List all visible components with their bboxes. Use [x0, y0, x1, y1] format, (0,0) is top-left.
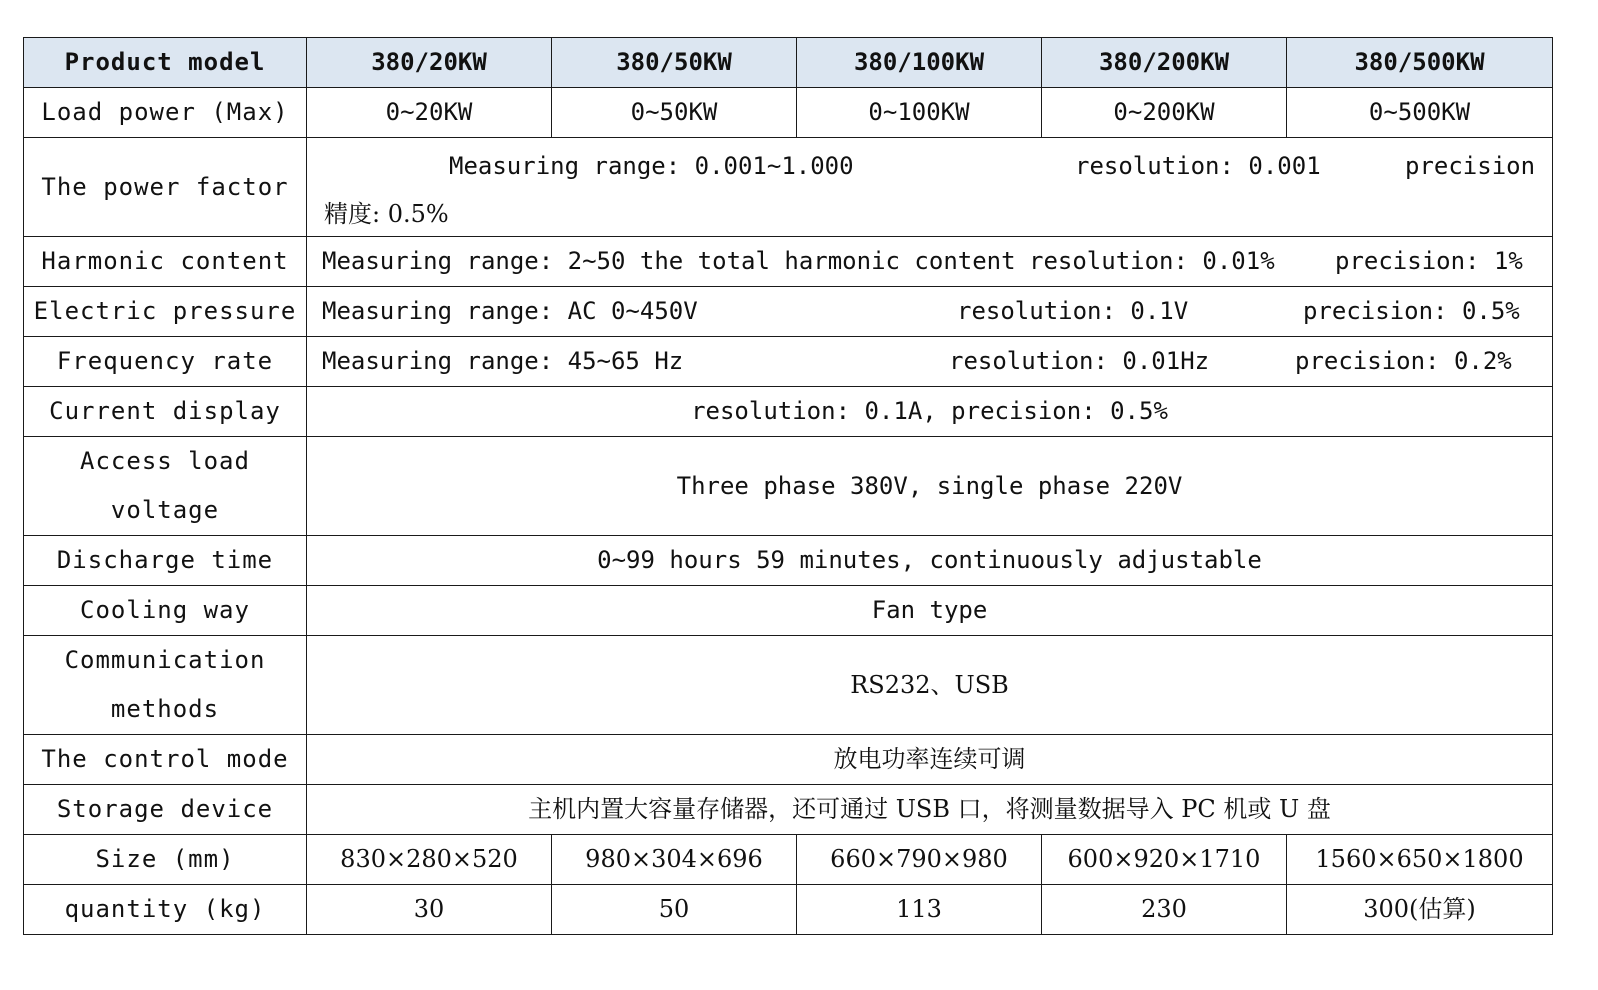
communication-label [24, 636, 307, 735]
access-load-label-line1: Access load [80, 447, 250, 475]
access-load-label [24, 437, 307, 536]
communication-label-line2: methods [110, 695, 220, 723]
frequency-label: Frequency rate [24, 337, 307, 387]
size-value-3: 660×790×980 [797, 835, 1042, 885]
current-value: resolution: 0.1A, precision: 0.5% [307, 387, 1553, 437]
voltage-resolution: resolution: 0.1V [957, 297, 1189, 325]
cooling-value: Fan type [307, 586, 1553, 636]
control-row [24, 735, 1553, 785]
quantity-value-3: 113 [797, 885, 1042, 935]
current-row [24, 387, 1553, 437]
load-power-label: Load power (Max) [24, 88, 307, 138]
access-load-row [24, 437, 1553, 536]
load-power-value-4: 0~200KW [1042, 88, 1287, 138]
voltage-range: Measuring range: AC 0~450V [322, 297, 698, 325]
load-power-value-5: 0~500KW [1287, 88, 1553, 138]
discharge-label: Discharge time [24, 536, 307, 586]
control-value: 放电功率连续可调 [307, 735, 1553, 785]
quantity-value-2: 50 [552, 885, 797, 935]
size-value-5: 1560×650×1800 [1287, 835, 1553, 885]
harmonic-resolution: resolution: 0.01% [1029, 247, 1275, 275]
storage-label: Storage device [24, 785, 307, 835]
harmonic-cell [307, 237, 1553, 287]
cooling-label: Cooling way [24, 586, 307, 636]
voltage-label: Electric pressure [24, 287, 307, 337]
discharge-row [24, 536, 1553, 586]
power-factor-precision: precision [1405, 152, 1536, 180]
frequency-row [24, 337, 1553, 387]
model-col-3: 380/100KW [797, 38, 1042, 88]
power-factor-row [24, 138, 1553, 237]
size-value-1: 830×280×520 [307, 835, 552, 885]
header-row [24, 38, 1553, 88]
power-factor-cell [307, 138, 1553, 237]
current-label: Current display [24, 387, 307, 437]
harmonic-range: Measuring range: 2~50 the total harmonic content [322, 247, 1016, 275]
frequency-range: Measuring range: 45~65 Hz [322, 347, 684, 375]
control-label: The control mode [24, 735, 307, 785]
model-col-2: 380/50KW [552, 38, 797, 88]
voltage-cell [307, 287, 1553, 337]
frequency-cell [307, 337, 1553, 387]
quantity-value-4: 230 [1042, 885, 1287, 935]
size-value-4: 600×920×1710 [1042, 835, 1287, 885]
power-factor-label: The power factor [24, 138, 307, 237]
voltage-precision: precision: 0.5% [1303, 297, 1520, 325]
communication-row [24, 636, 1553, 735]
load-power-row [24, 88, 1553, 138]
access-load-label-line2: voltage [110, 496, 220, 524]
model-col-4: 380/200KW [1042, 38, 1287, 88]
header-label: Product model [24, 38, 307, 88]
power-factor-precision-value: 精度: 0.5% [324, 200, 449, 228]
cooling-row [24, 586, 1553, 636]
model-col-1: 380/20KW [307, 38, 552, 88]
communication-label-line1: Communication [64, 646, 266, 674]
load-power-value-1: 0~20KW [307, 88, 552, 138]
storage-row [24, 785, 1553, 835]
quantity-label: quantity (kg) [24, 885, 307, 935]
harmonic-label: Harmonic content [24, 237, 307, 287]
load-power-value-2: 0~50KW [552, 88, 797, 138]
access-load-value: Three phase 380V, single phase 220V [307, 437, 1553, 536]
quantity-row [24, 885, 1553, 935]
harmonic-row [24, 237, 1553, 287]
quantity-value-5: 300(估算) [1287, 885, 1553, 935]
size-label: Size (mm) [24, 835, 307, 885]
frequency-resolution: resolution: 0.01Hz [949, 347, 1210, 375]
frequency-precision: precision: 0.2% [1295, 347, 1512, 375]
harmonic-precision: precision: 1% [1335, 247, 1523, 275]
quantity-value-1: 30 [307, 885, 552, 935]
power-factor-resolution: resolution: 0.001 [1075, 152, 1321, 180]
storage-value: 主机内置大容量存储器，还可通过 USB 口，将测量数据导入 PC 机或 U 盘 [307, 785, 1553, 835]
spec-table [23, 37, 1553, 935]
model-col-5: 380/500KW [1287, 38, 1553, 88]
discharge-value: 0~99 hours 59 minutes, continuously adjustable [307, 536, 1553, 586]
voltage-row [24, 287, 1553, 337]
power-factor-range: Measuring range: 0.001~1.000 [449, 152, 854, 180]
communication-value: RS232、USB [307, 636, 1553, 735]
size-value-2: 980×304×696 [552, 835, 797, 885]
size-row [24, 835, 1553, 885]
load-power-value-3: 0~100KW [797, 88, 1042, 138]
